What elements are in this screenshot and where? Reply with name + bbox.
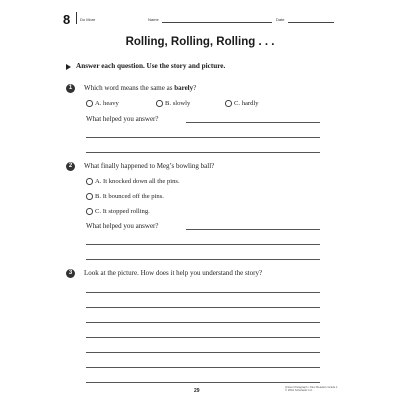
unit-label: Do More [80, 17, 96, 22]
question-3-answer-line-3[interactable] [86, 322, 320, 323]
radio-icon[interactable] [86, 193, 93, 200]
question-1-prompt: Which word means the same as barely? [84, 84, 197, 92]
question-2-number: 2 [66, 162, 75, 171]
radio-icon[interactable] [86, 208, 93, 215]
directions-arrow-icon [66, 64, 71, 70]
question-1-answer-line-3[interactable] [86, 152, 320, 153]
date-field[interactable] [288, 22, 334, 23]
question-2-answer-line-1[interactable] [186, 229, 320, 230]
radio-icon[interactable] [225, 100, 232, 107]
page-number: 29 [194, 388, 200, 394]
radio-icon[interactable] [86, 100, 93, 107]
unit-number: 8 [63, 12, 71, 27]
question-3-number: 3 [66, 269, 75, 278]
directions: Answer each question. Use the story and picture. [76, 62, 226, 70]
question-3-answer-line-6[interactable] [86, 367, 320, 368]
question-1-option-c[interactable]: C. hardly [225, 100, 259, 107]
question-3-answer-line-1[interactable] [86, 292, 320, 293]
question-2-answer-line-3[interactable] [86, 259, 320, 260]
page-title: Rolling, Rolling, Rolling . . . [125, 36, 275, 48]
question-1-option-a[interactable]: A. heavy [86, 100, 119, 107]
question-1-keyword: barely [174, 84, 194, 92]
question-1-followup: What helped you answer? [86, 115, 159, 123]
question-2-prompt: What finally happened to Meg’s bowling ball? [84, 162, 215, 170]
question-2-option-b[interactable]: B. It bounced off the pins. [86, 193, 164, 200]
question-1-answer-line-1[interactable] [186, 122, 320, 123]
footer-credit [285, 386, 338, 393]
question-2-followup: What helped you answer? [86, 222, 159, 230]
footer-credit-line-1: Unison Paragraph • Flex Readers Grade 1 [285, 385, 338, 389]
question-1-option-b[interactable]: B. slowly [156, 100, 190, 107]
name-field[interactable] [162, 22, 272, 23]
question-3-prompt: Look at the picture. How does it help you understand the story? [84, 269, 263, 277]
question-2-option-c[interactable]: C. It stopped rolling. [86, 208, 150, 215]
question-3-answer-line-2[interactable] [86, 307, 320, 308]
date-label: Date [276, 17, 285, 22]
radio-icon[interactable] [86, 178, 93, 185]
question-3-answer-line-5[interactable] [86, 352, 320, 353]
footer-credit-line-2: © 2016 Scholastic Inc. [285, 388, 313, 393]
question-2-option-a[interactable]: A. It knocked down all the pins. [86, 178, 180, 185]
question-1-answer-line-2[interactable] [86, 137, 320, 138]
header-divider [76, 12, 77, 24]
question-1-number: 1 [66, 84, 75, 93]
question-2-answer-line-2[interactable] [86, 244, 320, 245]
name-label: Name [148, 17, 159, 22]
question-3-answer-line-7[interactable] [86, 382, 320, 383]
question-3-answer-line-4[interactable] [86, 337, 320, 338]
radio-icon[interactable] [156, 100, 163, 107]
